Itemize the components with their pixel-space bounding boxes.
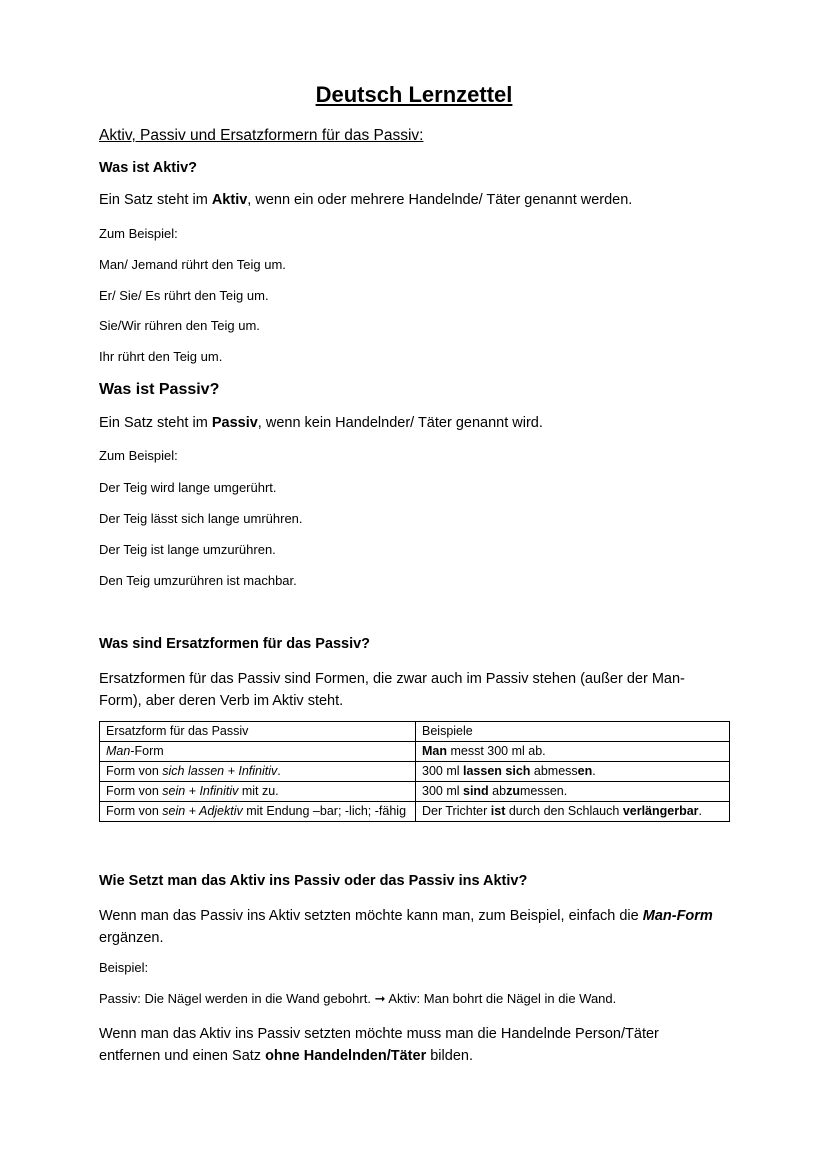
passiv-example: Den Teig umzurühren ist machbar.: [99, 573, 297, 588]
passiv-example: Der Teig ist lange umzurühren.: [99, 542, 276, 557]
arrow-right-icon: ➞: [374, 991, 386, 1006]
table-cell: [416, 742, 730, 762]
cell-bold: Man: [422, 744, 447, 758]
aktiv-def-bold: Aktiv: [211, 192, 248, 208]
cell-italic: Man: [106, 744, 131, 758]
cell-italic: sich lassen + Infinitiv: [162, 764, 278, 778]
p2-pre: Wenn man das Aktiv ins Passiv setzten möchte muss man die Handelnde Person/Täter entfernen und einen Satz: [99, 1026, 659, 1064]
table-cell: [100, 742, 416, 762]
umformen-paragraph-2: [99, 1023, 719, 1067]
ersatz-table: [99, 721, 730, 822]
subtitle: Aktiv, Passiv und Ersatzformern für das Passiv:: [99, 127, 424, 144]
passiv-def-post: , wenn kein Handelnder/ Täter genannt wird.: [257, 415, 543, 431]
umformen-example: [99, 991, 616, 1007]
cell-bold: lassen sich: [463, 764, 531, 778]
aktiv-example: Man/ Jemand rührt den Teig um.: [99, 257, 286, 272]
example-passiv: Passiv: Die Nägel werden in die Wand gebohrt.: [99, 991, 371, 1006]
cell-bold: zu: [506, 784, 520, 798]
cell-text: messen.: [519, 784, 568, 798]
umformen-paragraph-1: [99, 905, 719, 949]
cell-italic: sein + Infinitiv: [162, 784, 239, 798]
cell-text: Der Trichter: [422, 804, 491, 818]
cell-text: Form von: [106, 804, 163, 818]
p2-post: bilden.: [426, 1048, 473, 1064]
table-cell: [100, 762, 416, 782]
table-row: [100, 742, 730, 762]
passiv-example: Der Teig wird lange umgerührt.: [99, 480, 277, 495]
cell-bold: en: [577, 764, 593, 778]
aktiv-def-post: , wenn ein oder mehrere Handelnde/ Täter genannt werden.: [247, 192, 633, 208]
passiv-example-label: Zum Beispiel:: [99, 448, 178, 463]
cell-text: Form von: [106, 764, 163, 778]
aktiv-heading: Was ist Aktiv?: [99, 160, 198, 176]
aktiv-def-pre: Ein Satz steht im: [99, 192, 212, 208]
table-row: [100, 782, 730, 802]
aktiv-example-label: Zum Beispiel:: [99, 226, 178, 241]
table-header-cell: Ersatzform für das Passiv: [100, 722, 416, 742]
passiv-heading: Was ist Passiv?: [99, 381, 220, 398]
aktiv-definition: [99, 192, 632, 208]
table-cell: [100, 782, 416, 802]
aktiv-example: Sie/Wir rühren den Teig um.: [99, 318, 260, 333]
p1-pre: Wenn man das Passiv ins Aktiv setzten möchte kann man, zum Beispiel, einfach die: [99, 908, 643, 924]
table-row: [100, 802, 730, 822]
cell-text: Form von: [106, 784, 163, 798]
cell-text: .: [592, 764, 596, 778]
example-aktiv: Aktiv: Man bohrt die Nägel in die Wand.: [388, 991, 617, 1006]
table-cell: [100, 802, 416, 822]
cell-italic: sein + Adjektiv: [162, 804, 243, 818]
cell-text: ab: [488, 784, 507, 798]
cell-bold: sind: [463, 784, 489, 798]
cell-bold: verlängerbar: [622, 804, 699, 818]
cell-text: 300 ml: [422, 784, 463, 798]
cell-text: .: [698, 804, 703, 818]
page-title: Deutsch Lernzettel: [315, 82, 513, 107]
cell-bold: ist: [490, 804, 506, 818]
cell-text: 300 ml: [422, 764, 463, 778]
ersatz-heading: Was sind Ersatzformen für das Passiv?: [99, 636, 371, 652]
cell-text: .: [277, 764, 281, 778]
umformen-heading: Wie Setzt man das Aktiv ins Passiv oder das Passiv ins Aktiv?: [99, 873, 528, 889]
passiv-def-bold: Passiv: [211, 415, 258, 431]
table-cell: [416, 762, 730, 782]
cell-text: mit zu.: [238, 784, 279, 798]
cell-text: mit Endung –bar; -lich; -fähig: [242, 804, 407, 818]
umformen-example-label: Beispiel:: [99, 960, 149, 975]
passiv-example: Der Teig lässt sich lange umrühren.: [99, 511, 303, 526]
table-cell: [416, 782, 730, 802]
table-header-cell: Beispiele: [416, 722, 730, 742]
cell-text: durch den Schlauch: [505, 804, 623, 818]
ersatz-text: Ersatzformen für das Passiv sind Formen, die zwar auch im Passiv stehen (außer der Man-Form), aber deren Verb im Aktiv steht.: [99, 671, 685, 709]
passiv-def-pre: Ein Satz steht im: [99, 415, 212, 431]
table-row: [100, 762, 730, 782]
passiv-definition: [99, 415, 543, 431]
cell-text: -Form: [130, 744, 164, 758]
cell-text: messt 300 ml ab.: [447, 744, 546, 758]
p1-post: ergänzen.: [99, 930, 164, 946]
cell-text: abmess: [530, 764, 578, 778]
aktiv-example: Er/ Sie/ Es rührt den Teig um.: [99, 288, 269, 303]
p2-bold: ohne Handelnden/Täter: [265, 1048, 427, 1064]
table-row: [100, 722, 730, 742]
aktiv-example: Ihr rührt den Teig um.: [99, 349, 223, 364]
table-cell: [416, 802, 730, 822]
p1-bold: Man-Form: [642, 908, 713, 924]
